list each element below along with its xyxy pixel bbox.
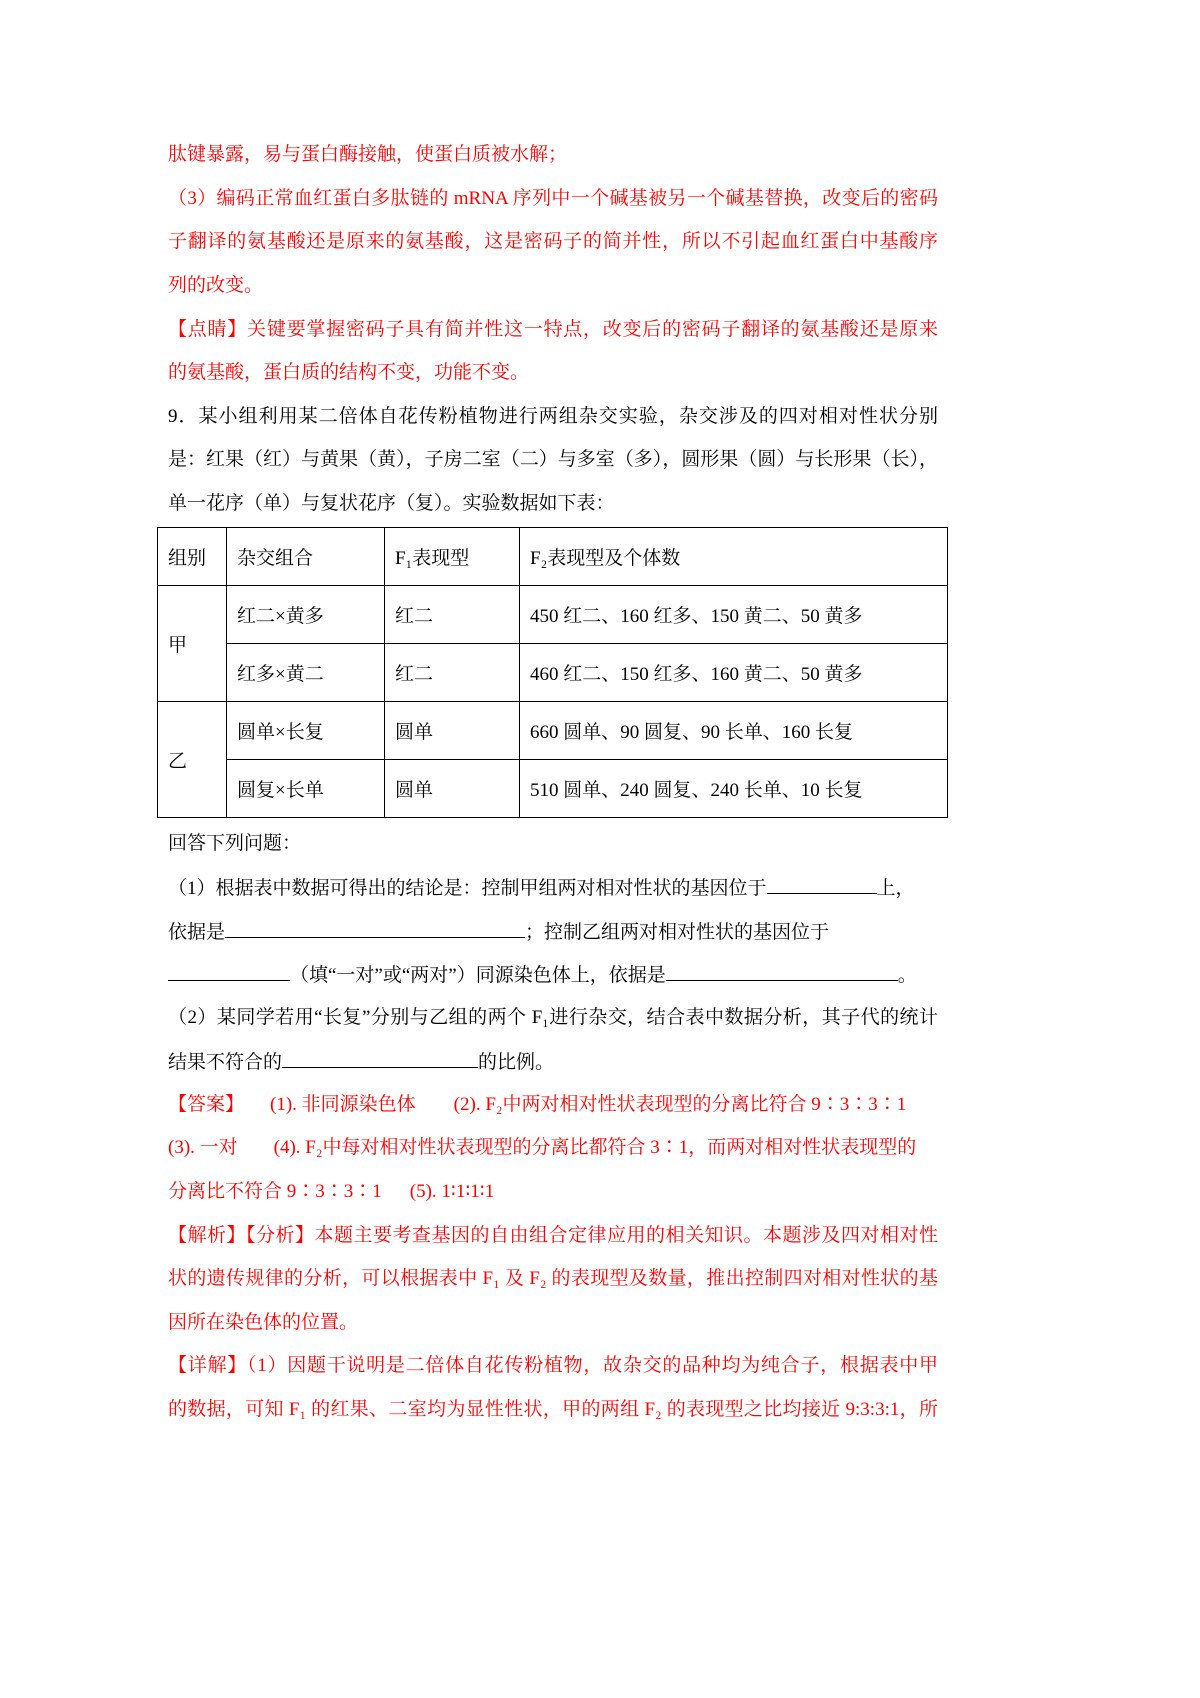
table-cell: 460 红二、150 红多、160 黄二、50 黄多 xyxy=(520,644,948,702)
answer-item: 分离比不符合 9∶3∶3∶1 xyxy=(168,1181,382,1202)
subquestion-line: （2）某同学若用“长复”分别与乙组的两个 F₁进行杂交，结合表中数据分析，其子代的统计 xyxy=(168,1007,938,1028)
table-cell: 红多×黄二 xyxy=(227,644,385,702)
text: （1）根据表中数据可得出的结论是：控制甲组两对相对性状的基因位于 xyxy=(168,878,767,899)
answer-item: (5). 1∶1∶1∶1 xyxy=(409,1181,495,1202)
table-header: F₁表现型 xyxy=(385,528,520,586)
answer-blank[interactable] xyxy=(767,875,877,894)
text: （填“一对”或“两对”）同源染色体上，依据是 xyxy=(290,965,666,986)
tip-line: 的氨基酸，蛋白质的结构不变，功能不变。 xyxy=(168,362,530,383)
answer-item: (3). 一对 xyxy=(168,1137,238,1158)
answer-blank[interactable] xyxy=(282,1049,478,1068)
text: 。 xyxy=(897,965,917,986)
answer-blank[interactable] xyxy=(225,919,525,938)
analysis-line: 【解析】【分析】本题主要考查基因的自由组合定律应用的相关知识。本题涉及四对相对性 xyxy=(168,1225,938,1246)
question-line: 单一花序（单）与复状花序（复）。实验数据如下表： xyxy=(168,493,615,514)
text: 上， xyxy=(876,878,915,899)
answer-item: (4). F₂中每对相对性状表现型的分离比都符合 3∶1，而两对相对性状表现型的 xyxy=(273,1137,917,1158)
answer-label: 【答案】 xyxy=(168,1094,245,1115)
table-cell: 红二×黄多 xyxy=(227,586,385,644)
table-header: 杂交组合 xyxy=(227,528,385,586)
tip-line: 【点睛】关键要掌握密码子具有简并性这一特点，改变后的密码子翻译的氨基酸还是原来 xyxy=(168,319,938,340)
question-line: 是：红果（红）与黄果（黄），子房二室（二）与多室（多），圆形果（圆）与长形果（长）， xyxy=(168,449,938,470)
table-row xyxy=(158,702,948,760)
subquestion-intro: 回答下列问题： xyxy=(168,833,302,854)
text-line: 肽键暴露，易与蛋白酶接触，使蛋白质被水解； xyxy=(168,144,568,165)
question-line: 9．某小组利用某二倍体自花传粉植物进行两组杂交实验，杂交涉及的四对相对性状分别 xyxy=(168,406,938,427)
text-line: 子翻译的氨基酸还是原来的氨基酸，这是密码子的简并性，所以不引起血红蛋白中基酸序 xyxy=(168,231,938,252)
analysis-line: 【详解】（1）因题干说明是二倍体自花传粉植物，故杂交的品种均为纯合子，根据表中甲 xyxy=(168,1355,938,1376)
table-cell: 圆复×长单 xyxy=(227,760,385,818)
analysis-line: 的数据，可知 F₁ 的红果、二室均为显性性状，甲的两组 F₂ 的表现型之比均接近 9:3:3:1，所 xyxy=(168,1399,938,1420)
answer-line xyxy=(168,1093,938,1117)
answer-item: (1). 非同源染色体 xyxy=(270,1094,416,1115)
subquestion-line xyxy=(168,875,938,901)
table-cell: 660 圆单、90 圆复、90 长单、160 长复 xyxy=(520,702,948,760)
text-line: 列的改变。 xyxy=(168,275,264,296)
text-line: （3）编码正常血红蛋白多肽链的 mRNA 序列中一个碱基被另一个碱基替换，改变后的密码 xyxy=(168,188,938,209)
answer-item: (2). F₂中两对相对性状表现型的分离比符合 9∶3∶3∶1 xyxy=(453,1094,907,1115)
table-cell: 圆单×长复 xyxy=(227,702,385,760)
table-cell: 圆单 xyxy=(385,760,520,818)
table-cell: 红二 xyxy=(385,586,520,644)
table-header: F₂表现型及个体数 xyxy=(520,528,948,586)
table-cell: 510 圆单、240 圆复、240 长单、10 长复 xyxy=(520,760,948,818)
subquestion-line xyxy=(168,919,938,945)
group-cell: 甲 xyxy=(158,586,227,702)
answer-blank[interactable] xyxy=(168,962,290,981)
table-row xyxy=(158,644,948,702)
table-cell: 450 红二、160 红多、150 黄二、50 黄多 xyxy=(520,586,948,644)
analysis-line: 因所在染色体的位置。 xyxy=(168,1312,359,1333)
table-header-row xyxy=(158,528,948,586)
table-cell: 红二 xyxy=(385,644,520,702)
analysis-line: 状的遗传规律的分析，可以根据表中 F₁ 及 F₂ 的表现型及数量，推出控制四对相对性状的基 xyxy=(168,1268,938,1289)
answer-blank[interactable] xyxy=(666,962,898,981)
answer-line xyxy=(168,1136,938,1160)
table-row xyxy=(158,586,948,644)
table-row xyxy=(158,760,948,818)
text: ；控制乙组两对相对性状的基因位于 xyxy=(525,922,830,943)
table-cell: 圆单 xyxy=(385,702,520,760)
subquestion-line xyxy=(168,962,938,988)
text: 的比例。 xyxy=(478,1052,555,1073)
subquestion-line xyxy=(168,1049,938,1075)
text: 结果不符合的 xyxy=(168,1052,283,1073)
group-cell: 乙 xyxy=(158,702,227,818)
answer-line xyxy=(168,1180,938,1204)
data-table xyxy=(157,527,948,818)
table-header: 组别 xyxy=(158,528,227,586)
text: 依据是 xyxy=(168,922,226,943)
